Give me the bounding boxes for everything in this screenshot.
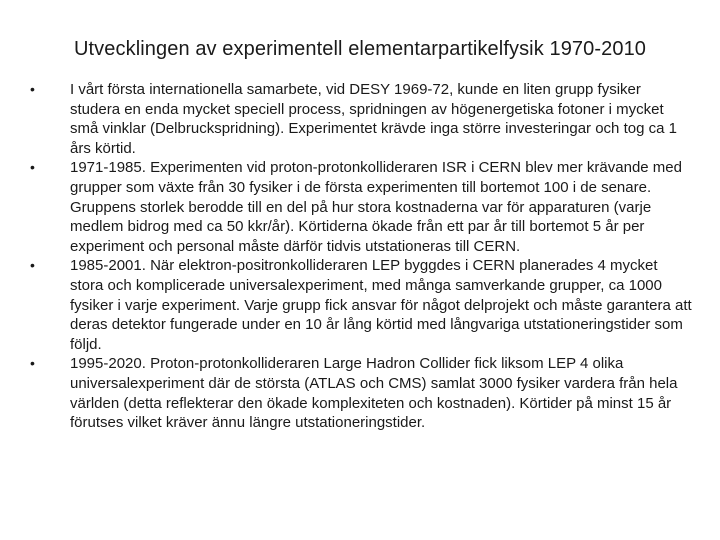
bullet-item (30, 80, 695, 158)
bullet-item (30, 158, 695, 256)
bullet-item (30, 256, 695, 354)
bullet-dot-icon: • (30, 355, 35, 372)
bullet-dot-icon: • (30, 159, 35, 176)
bullet-text: 1995-2020. Proton-protonkollideraren Large Hadron Collider fick liksom LEP 4 olika universalexperiment där de största (ATLAS och CMS) samlat 3000 fysiker vardera från hela världen (detta reflekterar den ökade komplexiteten och kostnaden). Körtider på minst 15 år förutses vilket kräver ännu längre utstationeringstider. (70, 355, 678, 432)
bullet-dot-icon: • (30, 81, 35, 97)
bullet-text: I vårt första internationella samarbete, vid DESY 1969-72, kunde en liten grupp fysiker studera en enda mycket speciell process, spridningen av högenergetiska fotoner i mycket små vinklar (Delbruckspridning). Experimentet krävde inga större investeringar och tog ca 1 års körtid. (70, 81, 677, 157)
bullet-text: 1971-1985. Experimenten vid proton-protonkollideraren ISR i CERN blev mer krävande med grupper som växte från 30 fysiker i de första experimenten till bortemot 100 i de senare. Gruppens storlek berodde till en del på hur stora kostnaderna var för apparaturen (varje medlem bidrog med ca 50 kkr/år). Körtiderna ökade från ett par år till bortemot 5 år per experiment och personal måste därför tidvis utstationeras till CERN. (70, 159, 682, 255)
bullet-text: 1985-2001. När elektron-positronkollideraren LEP byggdes i CERN planerades 4 mycket stora och komplicerade universalexperiment, med många samverkande grupper, ca 1000 fysiker i varje experiment. Varje grupp fick ansvar för något delprojekt och måste garantera att deras detektor fungerade under en 10 år lång körtid med långvariga utstationeringstider som följd. (70, 257, 692, 353)
bullet-list (30, 80, 695, 433)
bullet-item (30, 354, 695, 432)
slide-title: Utvecklingen av experimentell elementarpartikelfysik 1970-2010 (73, 38, 647, 60)
bullet-dot-icon: • (30, 257, 35, 274)
